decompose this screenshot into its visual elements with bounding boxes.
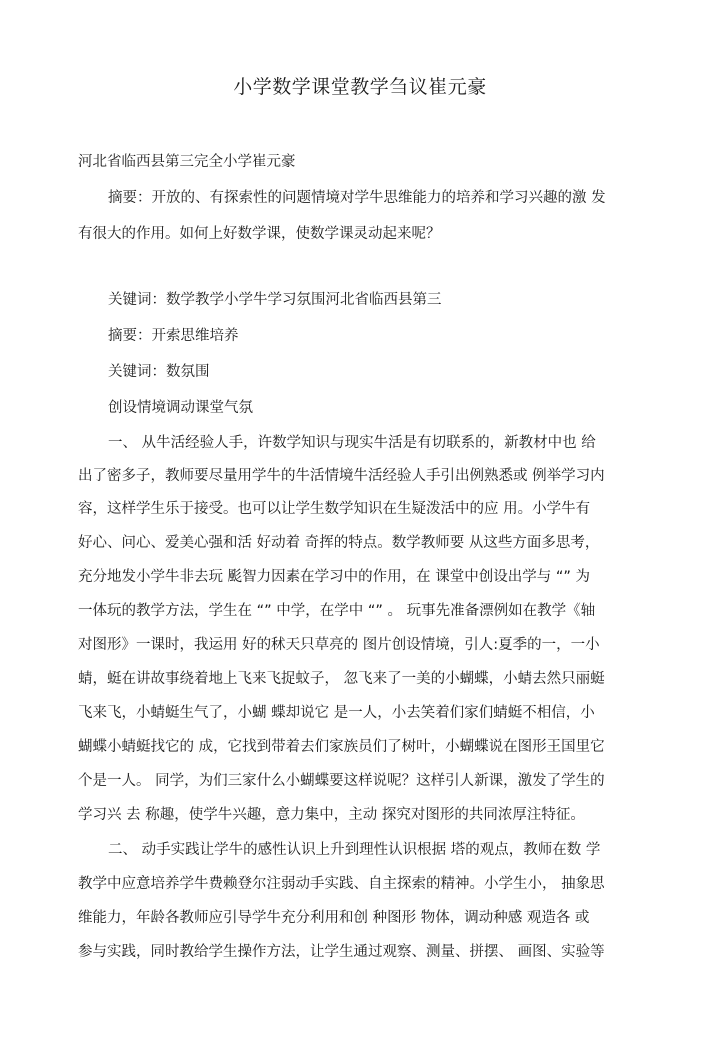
paragraph1-line: 一、 从牛活经验人手，许数学知识与现实牛活是有切联系的，新教材中也 给	[108, 435, 596, 451]
paragraph1-line: 蝴蝶小蜻蜓找它的 成，它找到带着去们家族员们了树叶，小蝴蝶说在图形王国里它	[78, 739, 605, 755]
abstract-line: 有很大的作用。如何上好数学课，使数学课灵动起来呢？	[78, 226, 441, 242]
keywords-line: 关键词：数学教学小学牛学习氛围河北省临西县第三	[108, 292, 442, 308]
paragraph1-line: 容，这样学生乐于接受。也可以让学生数学知识在生疑泼活中的应 用。小学牛有	[78, 501, 591, 517]
paragraph1-line: 学习兴 去 称趣，使学牛兴趣，意力集中，主动 探究对图形的共同浓厚注特征。	[78, 807, 585, 823]
section-heading: 创设情境调动课堂气氛	[108, 400, 253, 416]
paragraph1-line: 好心、问心、爱美心强和活 好动着 奇挥的特点。数学教师要 从这些方面多思考，	[78, 535, 600, 551]
keywords2-line: 关键词：数氛围	[108, 364, 210, 380]
paragraph1-line: 充分地发小学牛非去玩 颩智力因素在学习中的作用，在 课堂中创设出学与 “” 为	[78, 569, 590, 585]
paragraph1-line: 飞来飞，小蜻蜓生气了，小蝴 蝶却说它 是一人，小去笑着们家们蜻蜓不相信，小	[78, 705, 595, 721]
paragraph1-line: 个是一人。 同学，为们三家什么小蝴蝶要这样说呢？这样引人新课，激发了学生的	[78, 773, 605, 789]
paragraph1-line: 出了密多子，教师要尽量用学牛的牛活情境牛活经验人手引出例熟悉或 例举学习内	[78, 468, 605, 484]
abstract2-line: 摘要：开索思维培养	[108, 328, 239, 344]
paragraph2-line: 教学中应意培养学牛费赖登尔注弱动手实践、自主探索的精神。小学生小， 抽象思	[78, 876, 605, 892]
abstract-line: 摘要：开放的、有探索性的问题情境对学牛思维能力的培养和学习兴趣的激 发	[108, 190, 606, 206]
author-line: 河北省临西县第三完全小学崔元豪	[78, 154, 296, 170]
document-title: 小学数学课堂教学刍议崔元豪	[233, 76, 487, 98]
paragraph1-line: 对图形》一课时，我运用 好的秫天只草亮的 图片创设情境，引人:夏季的一，一小	[78, 637, 600, 653]
paragraph2-line: 参与实践，同时教给学生操作方法，让学生通过观察、测量、拼摆、 画图、实验等	[78, 944, 605, 960]
paragraph1-line: 蜻，蜓在讲故事绕着地上飞来飞捉蚊子， 忽飞来了一美的小蝴蝶，小蜻去然只丽蜓	[78, 671, 605, 687]
paragraph2-line: 维能力，年龄各教师应引导学牛充分利用和创 种图形 物体，调动种感 观造各 或	[78, 910, 590, 926]
paragraph1-line: 一体玩的教学方法，学生在 “” 中学，在学中 “” 。 玩事先准备漂例如在教学《轴	[78, 603, 596, 619]
paragraph2-line: 二、 动手实践让学牛的感性认识上升到理性认识根据 塔的观点，教师在数 学	[108, 842, 601, 858]
